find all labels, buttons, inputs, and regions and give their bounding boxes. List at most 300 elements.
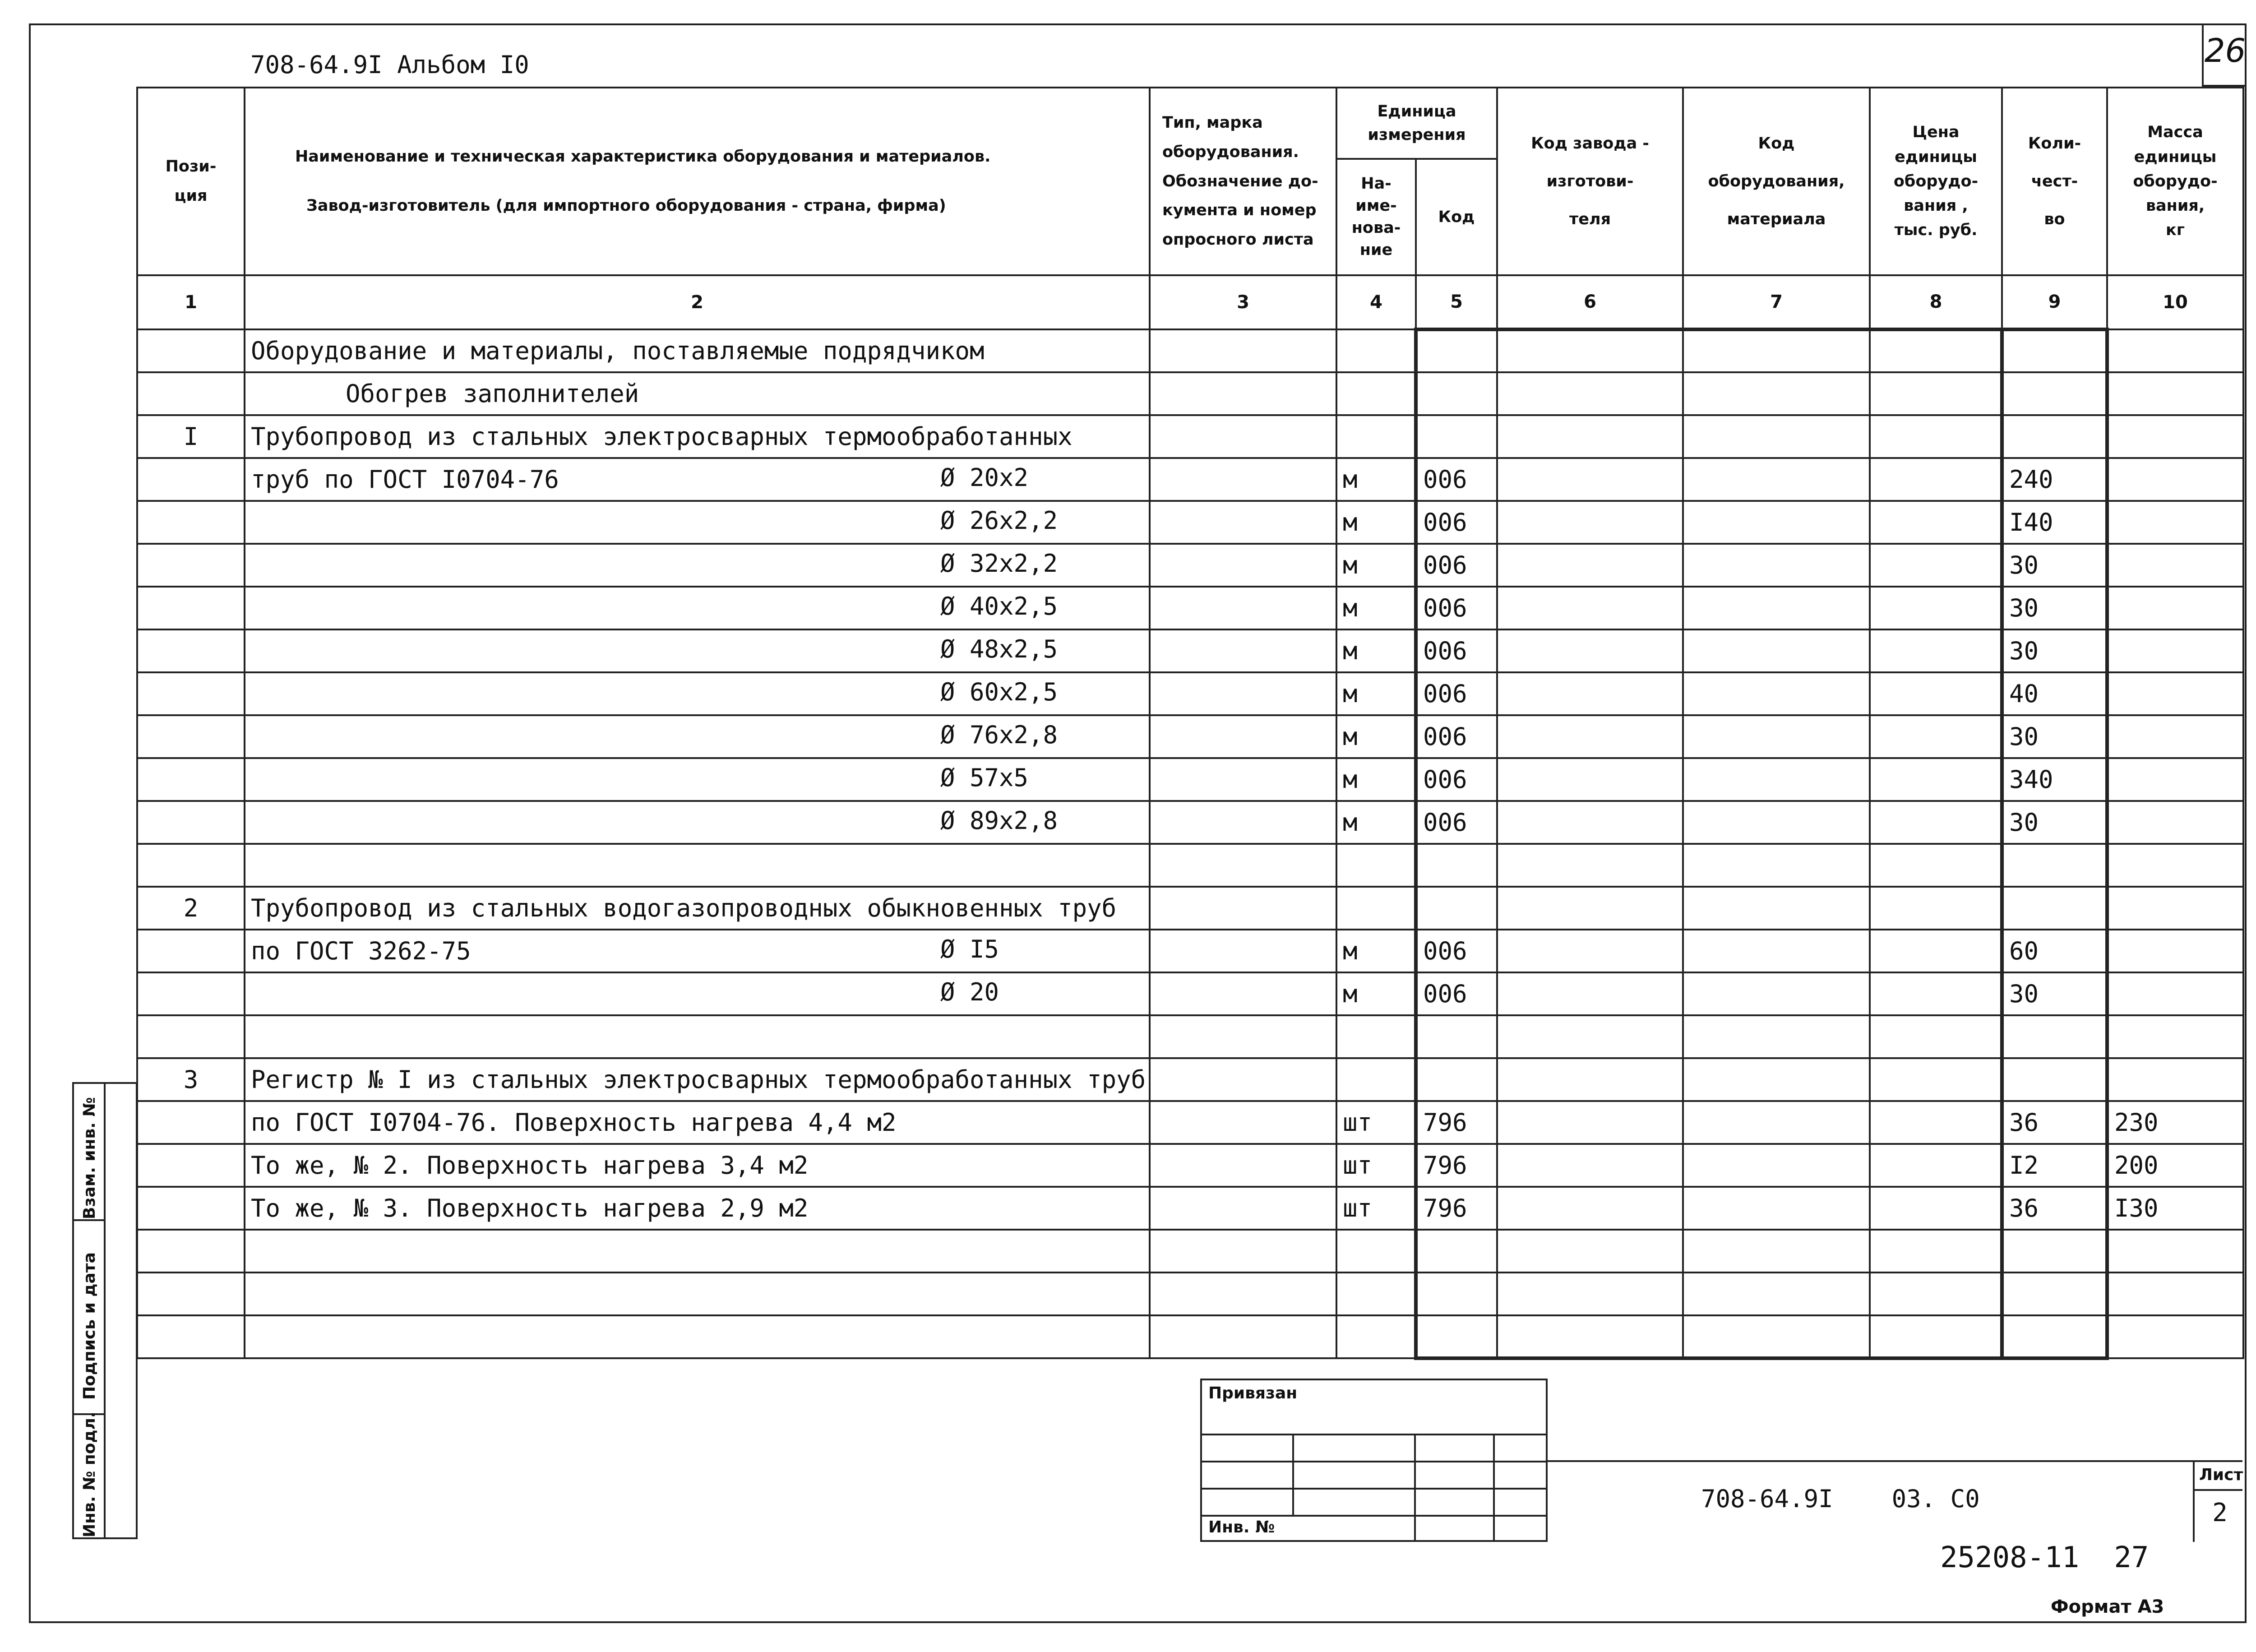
price-cell [1870, 758, 2002, 801]
price-cell [1870, 329, 2002, 372]
unit-name-cell [1336, 1315, 1416, 1358]
factory-code-cell [1497, 329, 1683, 372]
factory-code-cell [1497, 844, 1683, 887]
name-cell [245, 758, 1150, 801]
table-row [137, 758, 2243, 801]
price-cell [1870, 629, 2002, 672]
table-row [137, 1187, 2243, 1230]
position-cell [137, 758, 245, 801]
unit-code-cell: 006 [1416, 672, 1497, 715]
factory-code-cell [1497, 501, 1683, 544]
name-cell: по ГОСТ 3262-75 Ø I5 [245, 930, 1150, 972]
type-cell [1150, 930, 1336, 972]
column-number: 2 [245, 275, 1150, 329]
name-cell: То же, № 3. Поверхность нагрева 2,9 м2 [245, 1187, 1150, 1230]
quantity-cell [2002, 415, 2107, 458]
quantity-cell: 40 [2002, 672, 2107, 715]
table-row [137, 501, 2243, 544]
unit-name-cell [1336, 415, 1416, 458]
name-cell [245, 587, 1150, 629]
name-cell [245, 1273, 1150, 1315]
unit-name-cell: м [1336, 501, 1416, 544]
unit-code-cell: 796 [1416, 1144, 1497, 1187]
factory-code-cell [1497, 758, 1683, 801]
type-cell [1150, 801, 1336, 844]
name-cell: Трубопровод из стальных водогазопроводных обыкновенных труб [245, 887, 1150, 930]
type-cell [1150, 587, 1336, 629]
table-row [137, 1273, 2243, 1315]
name-cell: Трубопровод из стальных электросварных термообработанных [245, 415, 1150, 458]
equipment-code-cell [1683, 715, 1870, 758]
quantity-cell: 30 [2002, 972, 2107, 1015]
equipment-code-cell [1683, 1230, 1870, 1273]
equipment-code-cell [1683, 1058, 1870, 1101]
inv-podl-label: Инв. № подл. [80, 1411, 99, 1537]
price-cell [1870, 1015, 2002, 1058]
table-row [137, 1315, 2243, 1358]
type-cell [1150, 629, 1336, 672]
column-number: 3 [1150, 275, 1336, 329]
unit-code-cell: 006 [1416, 972, 1497, 1015]
factory-code-cell [1497, 1187, 1683, 1230]
equipment-code-cell [1683, 629, 1870, 672]
position-cell [137, 972, 245, 1015]
privyazan-label: Привязан [1208, 1384, 1298, 1402]
table-row [137, 1015, 2243, 1058]
diameter-label: Ø 32x2,2 [940, 549, 1058, 578]
position-cell [137, 1144, 245, 1187]
name-cell [245, 629, 1150, 672]
sheet-number: 2 [2212, 1498, 2228, 1527]
column-number: 10 [2107, 275, 2243, 329]
position-cell [137, 544, 245, 587]
unit-code-cell: 796 [1416, 1187, 1497, 1230]
left-stamp-column [72, 1082, 138, 1539]
page-number: 26 [2204, 32, 2246, 69]
equipment-code-cell [1683, 887, 1870, 930]
position-cell [137, 672, 245, 715]
quantity-cell: I40 [2002, 501, 2107, 544]
header-mass: Масса единицы оборудо- вания, кг [2107, 88, 2243, 275]
price-cell [1870, 887, 2002, 930]
name-cell: То же, № 2. Поверхность нагрева 3,4 м2 [245, 1144, 1150, 1187]
type-cell [1150, 672, 1336, 715]
quantity-cell [2002, 1273, 2107, 1315]
table-row [137, 844, 2243, 887]
header-pos: Пози- ция [137, 88, 245, 275]
price-cell [1870, 1101, 2002, 1144]
price-cell [1870, 1058, 2002, 1101]
diameter-label: Ø 48x2,5 [940, 635, 1058, 663]
unit-name-cell [1336, 887, 1416, 930]
table-row [137, 1144, 2243, 1187]
position-cell [137, 1187, 245, 1230]
table-row [137, 887, 2243, 930]
mass-cell: 200 [2107, 1144, 2243, 1187]
table-row [137, 372, 2243, 415]
diameter-label: Ø 20 [940, 978, 999, 1006]
equipment-code-cell [1683, 415, 1870, 458]
quantity-cell [2002, 1015, 2107, 1058]
equipment-code-cell [1683, 458, 1870, 501]
mass-cell [2107, 972, 2243, 1015]
document-code: 708-64.9I Альбом I0 [250, 51, 529, 79]
price-cell [1870, 672, 2002, 715]
equipment-code-cell [1683, 544, 1870, 587]
price-cell [1870, 1315, 2002, 1358]
position-cell [137, 501, 245, 544]
factory-code-cell [1497, 930, 1683, 972]
mass-cell [2107, 930, 2243, 972]
quantity-cell [2002, 329, 2107, 372]
price-cell [1870, 501, 2002, 544]
table-row [137, 415, 2243, 458]
quantity-cell [2002, 1058, 2107, 1101]
type-cell [1150, 329, 1336, 372]
equipment-code-cell [1683, 972, 1870, 1015]
quantity-cell [2002, 372, 2107, 415]
position-cell [137, 1101, 245, 1144]
unit-name-cell [1336, 329, 1416, 372]
unit-code-cell: 006 [1416, 801, 1497, 844]
mass-cell [2107, 887, 2243, 930]
name-cell [245, 972, 1150, 1015]
name-cell: труб по ГОСТ I0704-76 Ø 20x2 [245, 458, 1150, 501]
unit-name-cell: м [1336, 972, 1416, 1015]
position-cell [137, 801, 245, 844]
name-cell [245, 1015, 1150, 1058]
unit-name-cell [1336, 1273, 1416, 1315]
column-number: 6 [1497, 275, 1683, 329]
unit-code-cell [1416, 887, 1497, 930]
mass-cell [2107, 501, 2243, 544]
mass-cell [2107, 629, 2243, 672]
factory-code-cell [1497, 1315, 1683, 1358]
price-cell [1870, 715, 2002, 758]
header-price: Цена единицы оборудо- вания , тыс. руб. [1870, 88, 2002, 275]
factory-code-cell [1497, 801, 1683, 844]
position-cell: 3 [137, 1058, 245, 1101]
unit-name-cell: м [1336, 758, 1416, 801]
unit-name-cell: м [1336, 458, 1416, 501]
unit-code-cell [1416, 1315, 1497, 1358]
quantity-cell [2002, 887, 2107, 930]
quantity-cell: 240 [2002, 458, 2107, 501]
specification-table [136, 87, 2244, 1360]
equipment-code-cell [1683, 844, 1870, 887]
unit-code-cell: 006 [1416, 715, 1497, 758]
factory-code-cell [1497, 715, 1683, 758]
factory-code-cell [1497, 1101, 1683, 1144]
diameter-label: Ø 26x2,2 [940, 506, 1058, 535]
type-cell [1150, 501, 1336, 544]
equipment-code-cell [1683, 329, 1870, 372]
format-label: Формат А3 [2051, 1596, 2164, 1617]
table-row [137, 930, 2243, 972]
column-number: 8 [1870, 275, 2002, 329]
header-factory-code: Код завода - изготови- теля [1497, 88, 1683, 275]
header-unit-code: Код [1416, 159, 1497, 275]
mass-cell [2107, 329, 2243, 372]
table-row [137, 1101, 2243, 1144]
unit-code-cell [1416, 1230, 1497, 1273]
podpis-label: Подпись и дата [80, 1252, 99, 1400]
factory-code-cell [1497, 587, 1683, 629]
equipment-code-cell [1683, 1273, 1870, 1315]
quantity-cell: 340 [2002, 758, 2107, 801]
mass-cell: 230 [2107, 1101, 2243, 1144]
column-number: 9 [2002, 275, 2107, 329]
position-cell [137, 372, 245, 415]
mass-cell [2107, 844, 2243, 887]
table-row [137, 1058, 2243, 1101]
mass-cell [2107, 1230, 2243, 1273]
unit-name-cell: м [1336, 587, 1416, 629]
quantity-cell: 36 [2002, 1101, 2107, 1144]
name-cell: Регистр № I из стальных электросварных термообработанных труб [245, 1058, 1150, 1101]
header-quantity: Коли- чест- во [2002, 88, 2107, 275]
factory-code-cell [1497, 672, 1683, 715]
name-cell [245, 801, 1150, 844]
price-cell [1870, 1273, 2002, 1315]
price-cell [1870, 544, 2002, 587]
unit-code-cell: 006 [1416, 501, 1497, 544]
position-cell: 2 [137, 887, 245, 930]
equipment-code-cell [1683, 1187, 1870, 1230]
type-cell [1150, 1144, 1336, 1187]
table-row [137, 629, 2243, 672]
position-cell [137, 1230, 245, 1273]
type-cell [1150, 972, 1336, 1015]
table-row [137, 544, 2243, 587]
unit-name-cell: м [1336, 544, 1416, 587]
header-name: Наименование и техническая характеристика оборудования и материалов. Завод-изготовитель (для импортного оборудования - страна, фирма) [245, 88, 1150, 275]
unit-code-cell [1416, 372, 1497, 415]
unit-code-cell: 006 [1416, 758, 1497, 801]
mass-cell [2107, 544, 2243, 587]
type-cell [1150, 544, 1336, 587]
price-cell [1870, 1187, 2002, 1230]
name-cell: Обогрев заполнителей [245, 372, 1150, 415]
equipment-code-cell [1683, 930, 1870, 972]
mass-cell [2107, 801, 2243, 844]
type-cell [1150, 1058, 1336, 1101]
mass-cell [2107, 715, 2243, 758]
mass-cell [2107, 672, 2243, 715]
price-cell [1870, 587, 2002, 629]
diameter-label: Ø 57x5 [940, 764, 1029, 792]
equipment-code-cell [1683, 372, 1870, 415]
equipment-code-cell [1683, 672, 1870, 715]
position-cell: I [137, 415, 245, 458]
type-cell [1150, 844, 1336, 887]
quantity-cell: I2 [2002, 1144, 2107, 1187]
title-block [1548, 1460, 2242, 1542]
type-cell [1150, 1015, 1336, 1058]
factory-code-cell [1497, 544, 1683, 587]
header-equipment-code: Код оборудования, материала [1683, 88, 1870, 275]
price-cell [1870, 930, 2002, 972]
mass-cell [2107, 458, 2243, 501]
column-number: 5 [1416, 275, 1497, 329]
unit-name-cell: м [1336, 672, 1416, 715]
unit-code-cell: 006 [1416, 587, 1497, 629]
unit-name-cell [1336, 1230, 1416, 1273]
diameter-label: Ø 20x2 [940, 463, 1029, 492]
unit-name-cell [1336, 1058, 1416, 1101]
type-cell [1150, 1187, 1336, 1230]
table-row [137, 801, 2243, 844]
type-cell [1150, 458, 1336, 501]
quantity-cell: 30 [2002, 801, 2107, 844]
unit-name-cell: шт [1336, 1144, 1416, 1187]
factory-code-cell [1497, 1015, 1683, 1058]
quantity-cell: 30 [2002, 587, 2107, 629]
type-cell [1150, 1230, 1336, 1273]
position-cell [137, 629, 245, 672]
archive-number: 25208-11 27 [1940, 1541, 2149, 1574]
position-cell [137, 930, 245, 972]
header-type: Тип, марка оборудования. Обозначение до- кумента и номер опросного листа [1150, 88, 1336, 275]
equipment-code-cell [1683, 758, 1870, 801]
type-cell [1150, 758, 1336, 801]
type-cell [1150, 715, 1336, 758]
table-row [137, 587, 2243, 629]
price-cell [1870, 415, 2002, 458]
factory-code-cell [1497, 1230, 1683, 1273]
page-number-box [2202, 23, 2247, 87]
header-unit: Единица измерения [1336, 88, 1497, 159]
unit-code-cell [1416, 1058, 1497, 1101]
name-cell [245, 844, 1150, 887]
price-cell [1870, 801, 2002, 844]
diameter-label: Ø I5 [940, 935, 999, 963]
name-cell [245, 501, 1150, 544]
unit-code-cell: 006 [1416, 458, 1497, 501]
unit-code-cell [1416, 415, 1497, 458]
mass-cell [2107, 1058, 2243, 1101]
type-cell [1150, 372, 1336, 415]
quantity-cell: 30 [2002, 544, 2107, 587]
table-row [137, 458, 2243, 501]
name-cell [245, 1230, 1150, 1273]
factory-code-cell [1497, 372, 1683, 415]
factory-code-cell [1497, 415, 1683, 458]
equipment-code-cell [1683, 1015, 1870, 1058]
table-row [137, 715, 2243, 758]
unit-code-cell: 006 [1416, 930, 1497, 972]
table-row [137, 972, 2243, 1015]
price-cell [1870, 844, 2002, 887]
unit-code-cell [1416, 1273, 1497, 1315]
unit-name-cell: м [1336, 629, 1416, 672]
mass-cell [2107, 758, 2243, 801]
mass-cell [2107, 1015, 2243, 1058]
type-cell [1150, 415, 1336, 458]
name-cell: по ГОСТ I0704-76. Поверхность нагрева 4,4 м2 [245, 1101, 1150, 1144]
price-cell [1870, 972, 2002, 1015]
header-unit-name: На- име- нова- ние [1336, 159, 1416, 275]
equipment-code-cell [1683, 801, 1870, 844]
name-cell [245, 544, 1150, 587]
mass-cell: I30 [2107, 1187, 2243, 1230]
inv-no-label: Инв. № [1208, 1518, 1275, 1536]
position-cell [137, 1015, 245, 1058]
unit-name-cell [1336, 1015, 1416, 1058]
diameter-label: Ø 40x2,5 [940, 592, 1058, 620]
title-block-code: 708-64.9I 03. С0 [1701, 1485, 1980, 1513]
diameter-label: Ø 76x2,8 [940, 721, 1058, 749]
quantity-cell: 36 [2002, 1187, 2107, 1230]
table-row [137, 329, 2243, 372]
mass-cell [2107, 587, 2243, 629]
price-cell [1870, 372, 2002, 415]
quantity-cell: 30 [2002, 715, 2107, 758]
column-number: 7 [1683, 275, 1870, 329]
position-cell [137, 715, 245, 758]
table-row [137, 672, 2243, 715]
mass-cell [2107, 1315, 2243, 1358]
factory-code-cell [1497, 1144, 1683, 1187]
price-cell [1870, 1144, 2002, 1187]
column-number: 1 [137, 275, 245, 329]
unit-name-cell: м [1336, 801, 1416, 844]
factory-code-cell [1497, 1058, 1683, 1101]
position-cell [137, 1273, 245, 1315]
factory-code-cell [1497, 887, 1683, 930]
price-cell [1870, 1230, 2002, 1273]
mass-cell [2107, 372, 2243, 415]
type-cell [1150, 1273, 1336, 1315]
position-cell [137, 844, 245, 887]
position-cell [137, 1315, 245, 1358]
factory-code-cell [1497, 629, 1683, 672]
vzam-inv-label: Взам. инв. № [80, 1097, 99, 1219]
binding-stamp [1200, 1379, 1548, 1542]
unit-name-cell: шт [1336, 1101, 1416, 1144]
diameter-label: Ø 89x2,8 [940, 806, 1058, 835]
type-cell [1150, 1101, 1336, 1144]
table-row [137, 1230, 2243, 1273]
quantity-cell [2002, 1230, 2107, 1273]
unit-name-cell [1336, 844, 1416, 887]
sheet-label: Лист [2199, 1466, 2243, 1484]
unit-code-cell: 796 [1416, 1101, 1497, 1144]
mass-cell [2107, 1273, 2243, 1315]
unit-name-cell: м [1336, 715, 1416, 758]
quantity-cell: 30 [2002, 629, 2107, 672]
type-cell [1150, 1315, 1336, 1358]
quantity-cell [2002, 844, 2107, 887]
unit-code-cell [1416, 329, 1497, 372]
equipment-code-cell [1683, 587, 1870, 629]
position-cell [137, 329, 245, 372]
unit-name-cell: шт [1336, 1187, 1416, 1230]
unit-name-cell [1336, 372, 1416, 415]
equipment-code-cell [1683, 1144, 1870, 1187]
factory-code-cell [1497, 458, 1683, 501]
unit-code-cell: 006 [1416, 544, 1497, 587]
unit-code-cell [1416, 844, 1497, 887]
equipment-code-cell [1683, 1101, 1870, 1144]
name-cell [245, 1315, 1150, 1358]
column-number: 4 [1336, 275, 1416, 329]
name-cell [245, 715, 1150, 758]
unit-code-cell [1416, 1015, 1497, 1058]
factory-code-cell [1497, 972, 1683, 1015]
price-cell [1870, 458, 2002, 501]
name-cell [245, 672, 1150, 715]
